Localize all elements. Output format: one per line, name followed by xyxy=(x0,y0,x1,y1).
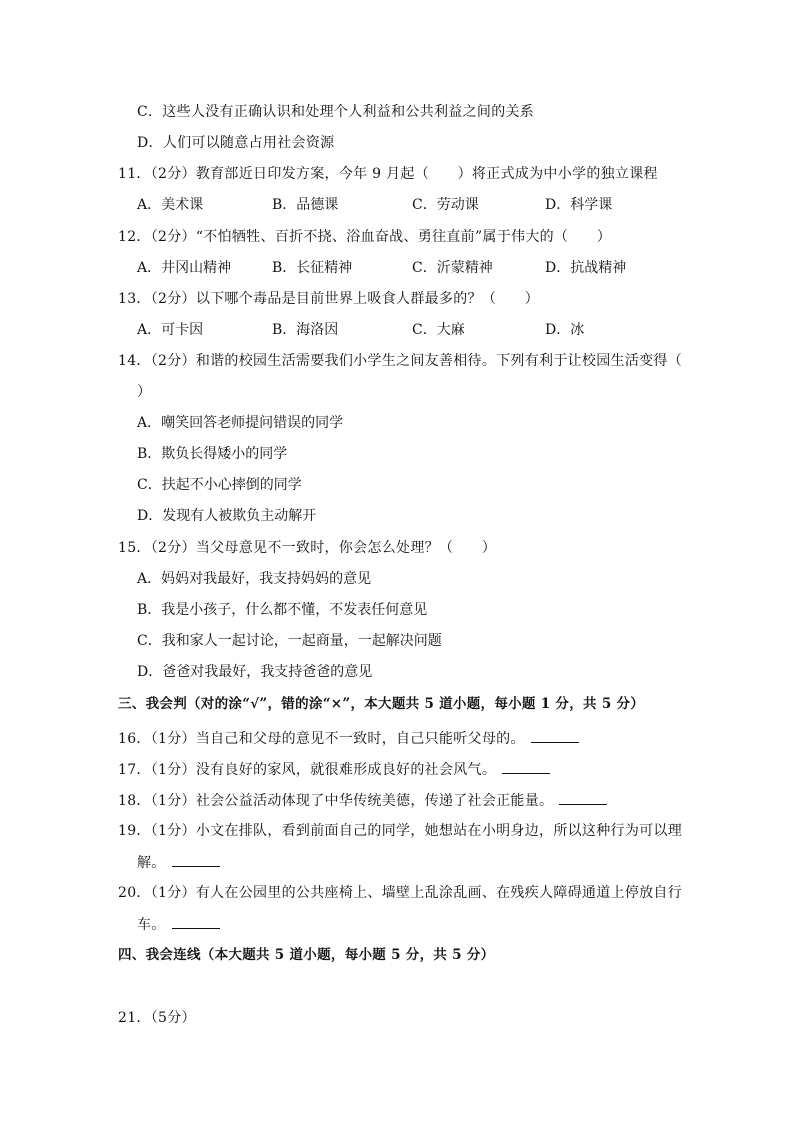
q13-option-b: B．海洛因 xyxy=(272,322,339,338)
q13-option-d: D．冰 xyxy=(545,322,585,338)
question-13-stem: 13．（2分）以下哪个毒品是目前世界上吸食人群最多的？（ ） xyxy=(118,291,540,307)
q15-option-d: D．爸爸对我最好，我支持爸爸的意见 xyxy=(137,664,373,680)
q14-option-a: A．嘲笑回答老师提问错误的同学 xyxy=(137,415,344,431)
answer-blank[interactable] xyxy=(172,914,220,929)
q12-option-c: C．沂蒙精神 xyxy=(412,260,493,276)
q11-option-d: D．科学课 xyxy=(545,197,613,213)
answer-blank[interactable] xyxy=(502,759,550,774)
question-18 xyxy=(118,790,607,811)
question-12-stem: 12．（2分）“不怕牺牲、百折不挠、浴血奋战、勇往直前”属于伟大的（ ） xyxy=(118,229,612,245)
question-14-stem-line1: 14．（2分）和谐的校园生活需要我们小学生之间友善相待。下列有利于让校园生活变得（ xyxy=(118,353,683,369)
q13-option-c: C．大麻 xyxy=(412,322,465,338)
question-20-line1: 20．（1分）有人在公园里的公共座椅上、墙壁上乱涂乱画、在残疾人障碍通道上停放自行 xyxy=(118,885,683,901)
question-18-stem: 18．（1分）社会公益活动体现了中华传统美德，传递了社会正能量。 xyxy=(118,793,554,809)
question-16-stem: 16．（1分）当自己和父母的意见不一致时，自己只能听父母的。 xyxy=(118,731,525,747)
answer-blank[interactable] xyxy=(531,728,579,743)
q11-option-a: A．美术课 xyxy=(137,197,204,213)
question-17-stem: 17．（1分）没有良好的家风，就很难形成良好的社会风气。 xyxy=(118,762,497,778)
q15-option-c: C．我和家人一起讨论，一起商量，一起解决问题 xyxy=(137,633,442,649)
answer-blank[interactable] xyxy=(559,790,607,805)
q14-option-c: C．扶起不小心摔倒的同学 xyxy=(137,477,302,493)
q14-option-d: D．发现有人被欺负主动解开 xyxy=(137,508,317,524)
question-20-line2 xyxy=(137,914,220,935)
question-19-line2 xyxy=(137,852,220,873)
q12-option-a: A．井冈山精神 xyxy=(137,260,232,276)
question-17 xyxy=(118,759,550,780)
q15-option-a: A．妈妈对我最好，我支持妈妈的意见 xyxy=(137,571,372,587)
question-14-stem-line2: ） xyxy=(137,384,152,400)
q11-option-c: C．劳动课 xyxy=(412,197,479,213)
question-19-stem-end: 解。 xyxy=(137,855,166,871)
question-11-stem: 11．（2分）教育部近日印发方案，今年 9 月起（ ）将正式成为中小学的独立课程 xyxy=(118,166,658,182)
q12-option-d: D．抗战精神 xyxy=(545,260,627,276)
q14-option-b: B．欺负长得矮小的同学 xyxy=(137,446,288,462)
section-3-title: 三、我会判（对的涂“√”，错的涂“×”，本大题共 5 道小题，每小题 1 分，共 5 分） xyxy=(118,696,645,712)
q13-option-a: A．可卡因 xyxy=(137,322,204,338)
question-19-line1: 19．（1分）小文在排队，看到前面自己的同学，她想站在小明身边，所以这种行为可以理 xyxy=(118,823,683,839)
q15-option-b: B．我是小孩子，什么都不懂，不发表任何意见 xyxy=(137,602,428,618)
question-15-stem: 15．（2分）当父母意见不一致时，你会怎么处理？（ ） xyxy=(118,540,497,556)
section-4-title: 四、我会连线（本大题共 5 道小题，每小题 5 分，共 5 分） xyxy=(118,947,495,963)
question-21-stem: 21．（5分） xyxy=(118,1010,196,1026)
question-16 xyxy=(118,728,579,749)
answer-blank[interactable] xyxy=(172,852,220,867)
q12-option-b: B．长征精神 xyxy=(272,260,353,276)
option-c: C．这些人没有正确认识和处理个人利益和公共利益之间的关系 xyxy=(137,104,535,120)
question-20-stem-end: 车。 xyxy=(137,917,166,933)
q11-option-b: B．品德课 xyxy=(272,197,339,213)
option-d: D．人们可以随意占用社会资源 xyxy=(137,135,335,151)
